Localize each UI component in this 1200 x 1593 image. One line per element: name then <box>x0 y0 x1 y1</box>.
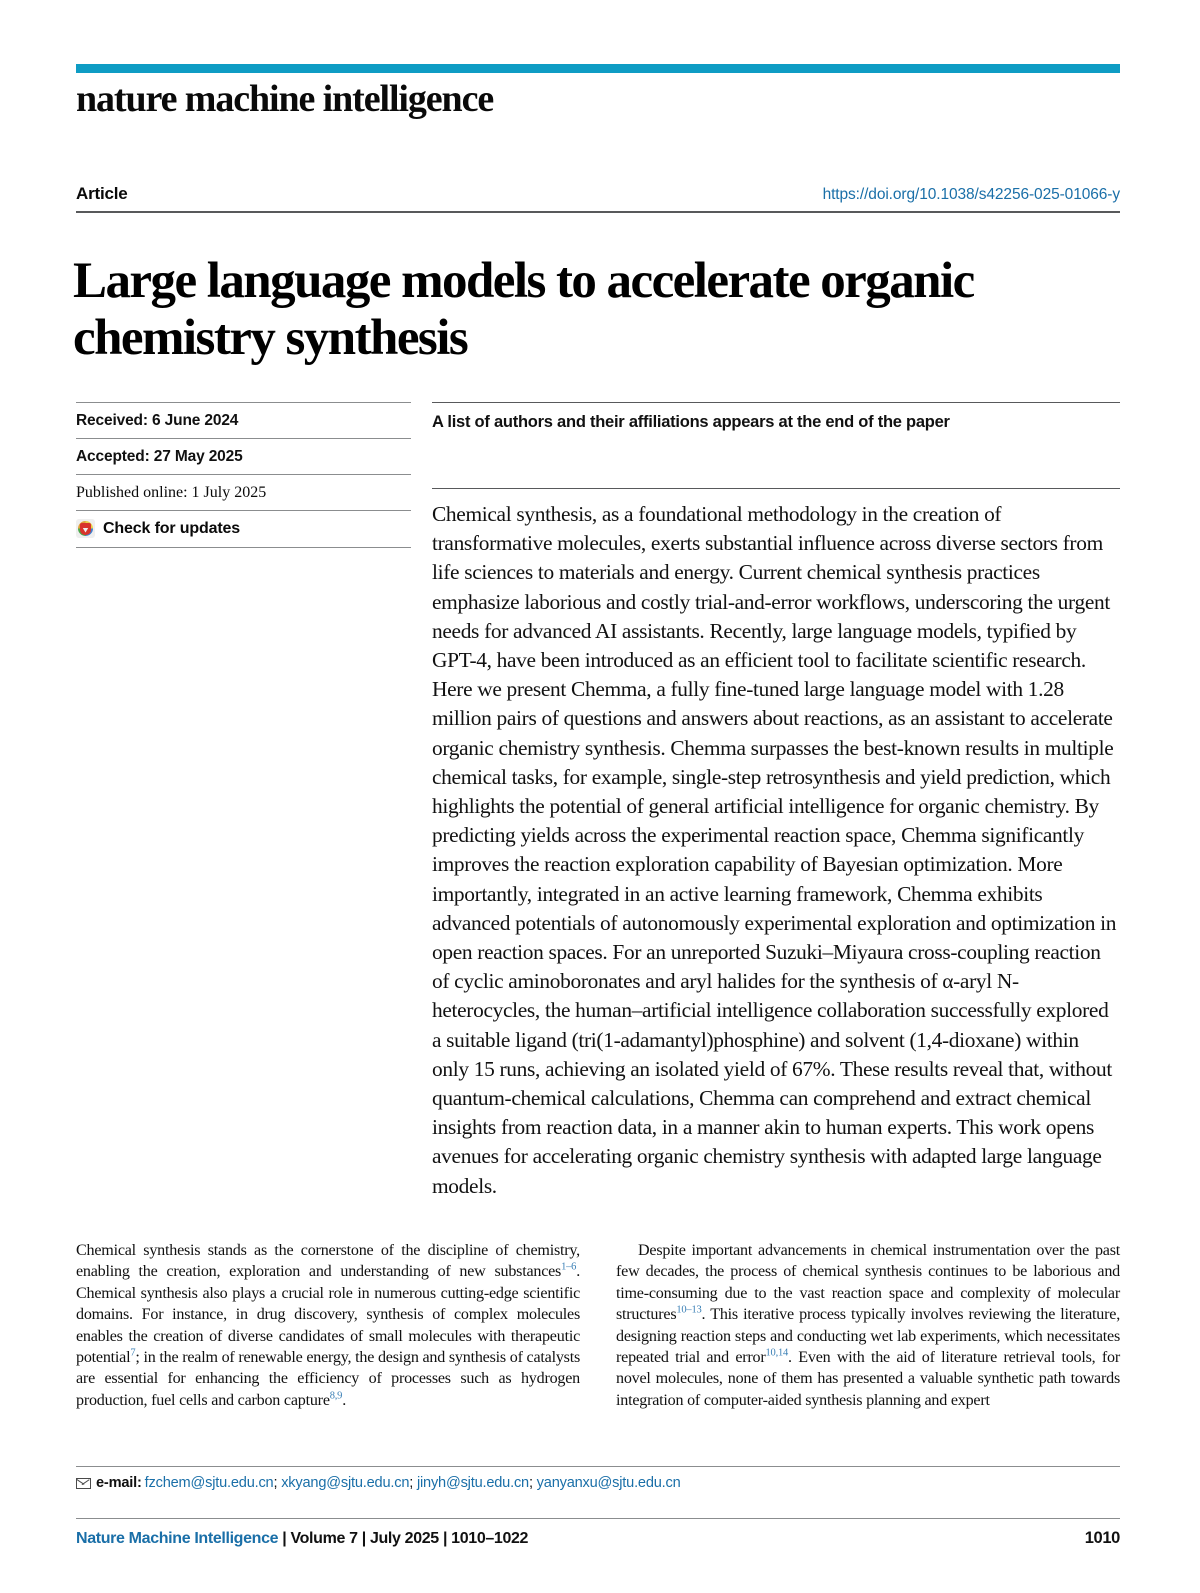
check-for-updates-button[interactable] <box>76 510 411 547</box>
intro-left-part2: . Chemical synthesis also plays a crucial role in numerous cutting-edge scientific domains. For instance, in drug discovery, synthesis of complex molecules enables the creation of diverse candidates of small molecules with therapeutic potential <box>76 1263 580 1367</box>
article-header-row <box>76 184 1120 204</box>
intro-right-part1: Despite important advancements in chemical instrumentation over the past few decades, the process of chemical synthesis continues to be laborious and time-consuming due to the vast reaction space and complexity of molecular structures <box>616 1242 1120 1324</box>
footer-divider <box>76 1518 1120 1519</box>
email-divider <box>76 1466 1120 1467</box>
footer-journal-name: Nature Machine Intelligence <box>76 1530 279 1547</box>
email-address-list <box>145 1475 681 1491</box>
intro-paragraph-left <box>76 1240 580 1411</box>
citation-ref-10-14[interactable]: 10,14 <box>765 1347 789 1359</box>
email-separator: ; <box>528 1475 533 1491</box>
authors-affiliations-note: A list of authors and their affiliations appears at the end of the paper <box>432 402 1120 432</box>
article-metadata-panel <box>76 402 411 548</box>
citation-ref-8-9[interactable]: 8,9 <box>329 1390 343 1402</box>
abstract-panel <box>432 402 1120 1201</box>
intro-left-part4: . <box>342 1391 347 1409</box>
body-column-right <box>616 1240 1120 1411</box>
footer-citation-details: | Volume 7 | July 2025 | 1010–1022 <box>278 1530 529 1547</box>
email-address[interactable]: jinyh@sjtu.edu.cn <box>413 1475 529 1491</box>
doi-link[interactable]: https://doi.org/10.1038/s42256-025-01066-y <box>822 186 1120 203</box>
accepted-date: Accepted: 27 May 2025 <box>76 438 411 474</box>
received-date: Received: 6 June 2024 <box>76 402 411 438</box>
email-address[interactable]: fzchem@sjtu.edu.cn <box>144 1475 274 1491</box>
journal-masthead: nature machine intelligence <box>76 78 494 120</box>
abstract-text: Chemical synthesis, as a foundational methodology in the creation of transformative molecules, exerts substantial influence across diverse sectors from life sciences to materials and energy. Current chemical synthesis practices emphasize laborious and costly trial-and-error workflows, underscoring the urgent needs for advanced AI assistants. Recently, large language models, typified by GPT-4, have been introduced as an efficient tool to facilitate scientific research. Here we present Chemma, a fully fine-tuned large language model with 1.28 million pairs of questions and answers about reactions, as an assistant to accelerate organic chemistry synthesis. Chemma surpasses the best-known results in multiple chemical tasks, for example, single-step retrosynthesis and yield prediction, which highlights the potential of general artificial intelligence for organic chemistry. By predicting yields across the experimental reaction space, Chemma significantly improves the reaction exploration capability of Bayesian optimization. More importantly, integrated in an active learning framework, Chemma exhibits advanced potentials of autonomously experimental exploration and optimization in open reaction spaces. For an unreported Suzuki–Miyaura cross-coupling reaction of cyclic aminoboronates and aryl halides for the synthesis of α-aryl N-heterocycles, the human–artificial intelligence collaboration successfully explored a suitable ligand (tri(1-adamantyl)phosphine) and solvent (1,4-dioxane) within only 15 runs, achieving an isolated yield of 67%. These results reveal that, without quantum-chemical calculations, Chemma can comprehend and extract chemical insights from reaction data, in a manner akin to human experts. This work opens avenues for accelerating organic chemistry synthesis with adapted large language models. <box>432 502 1117 1198</box>
published-date: Published online: 1 July 2025 <box>76 474 411 510</box>
envelope-icon <box>76 1478 91 1489</box>
intro-paragraph-right <box>616 1240 1120 1411</box>
page-number: 1010 <box>1084 1529 1120 1547</box>
body-column-left <box>76 1240 580 1411</box>
email-label: e-mail: <box>96 1475 142 1491</box>
intro-right-part2: . This iterative process typically involves reviewing the literature, designing reaction steps and conducting wet lab experiments, which necessitates repeated trial and error <box>616 1306 1120 1367</box>
citation-ref-10-13[interactable]: 10–13 <box>676 1304 702 1316</box>
article-type-label: Article <box>76 184 128 203</box>
intro-right-part3: . Even with the aid of literature retrieval tools, for novel molecules, none of them has presented a valuable synthetic path towards integration of computer-aided synthesis planning and expert <box>616 1349 1120 1409</box>
email-separator: ; <box>409 1475 414 1491</box>
citation-ref-1-6[interactable]: 1–6 <box>561 1262 577 1274</box>
email-address[interactable]: yanyanxu@sjtu.edu.cn <box>532 1475 681 1491</box>
email-separator: ; <box>273 1475 278 1491</box>
intro-left-part1: Chemical synthesis stands as the cornerstone of the discipline of chemistry, enabling the creation, exploration and understanding of new substances <box>76 1242 580 1281</box>
body-columns <box>76 1240 1120 1411</box>
footer-row <box>76 1529 1120 1548</box>
citation-ref-7[interactable]: 7 <box>130 1347 136 1359</box>
masthead-accent-bar <box>76 64 1120 73</box>
corresponding-email-line <box>76 1475 1120 1491</box>
footer-citation <box>76 1530 528 1548</box>
check-for-updates-label: Check for updates <box>103 519 241 537</box>
metadata-bottom-divider <box>76 547 411 548</box>
intro-left-part3: ; in the realm of renewable energy, the design and synthesis of catalysts are essential for enhancing the efficiency of processes such as hydrogen production, fuel cells and carbon capture <box>76 1349 580 1409</box>
page-title: Large language models to accelerate organic chemistry synthesis <box>73 253 974 367</box>
crossmark-icon <box>76 519 95 538</box>
email-address[interactable]: xkyang@sjtu.edu.cn <box>277 1475 410 1491</box>
header-divider <box>76 211 1120 213</box>
